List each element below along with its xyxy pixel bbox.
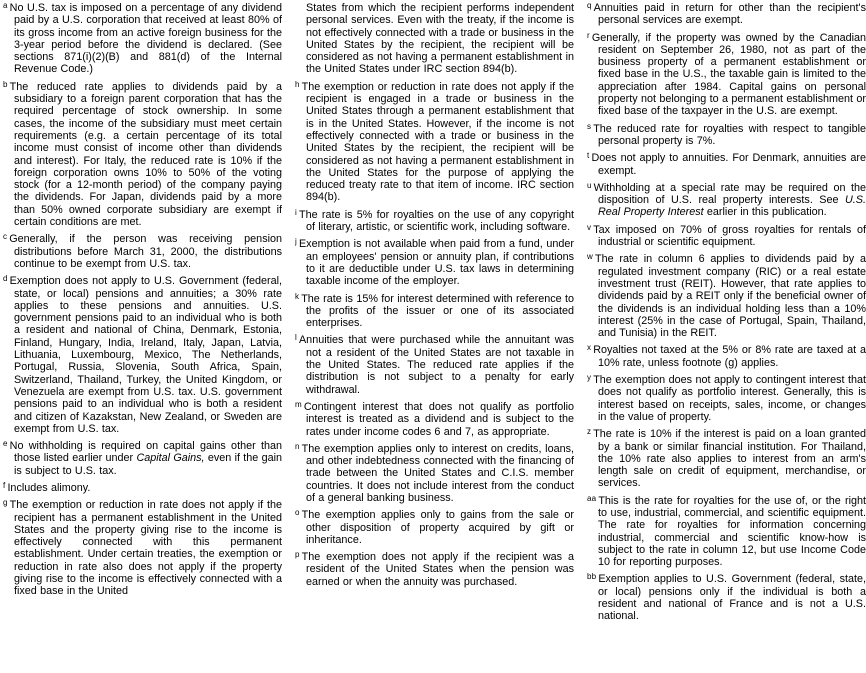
footnote-text: Royalties not taxed at the 5% or 8% rate are taxed at a 10% rate, unless footnote (g) applies. [593,344,866,369]
footnote-text: Tax imposed on 70% of gross royalties for rentals of industrial or scientific equipment. [593,223,866,249]
footnote-marker: m [295,399,302,409]
footnote-i [295,209,574,234]
footnote-text: Exemption is not available when paid from a fund, under an employees' pension or annuity plan, if contributions to it are deductible under U.S. tax laws in determining taxable income of the employer. [298,238,574,288]
footnote-text: The reduced rate for royalties with respect to tangible personal property is 7%. [593,122,866,147]
footnote-text: The exemption or reduction in rate does not apply if the recipient is engaged in a trade or business in the United States through a permanent establishment that is in the United States. However, if the income is not effectively connected with a trade or business in the United States by the recipient, the recipient will be considered as not having a permanent establishment in the United States for the purpose of applying the reduced treaty rate to that item of income. IRC section 894(b). [301,80,574,204]
footnote-text: The exemption applies only to gains from the sale or other disposition of property acquired by gift or inheritance. [301,509,574,546]
footnote-column-1 [3,2,282,673]
footnote-h [295,81,574,204]
footnote-text: Includes alimony. [7,481,91,494]
footnote-text: The rate in column 6 applies to dividends paid by a regulated investment company (RIC) or a real estate investment trust (REIT). However, that rate applies to dividends paid by a REIT only if the beneficial owner of the dividends is an individual holding less than a 10% interest (25% in the case of Portugal, Spain, Thailand, and Tunisia) in the REIT. [594,253,866,340]
footnote-marker: t [587,151,590,161]
footnote-column-3 [587,2,866,673]
footnote-marker: j [295,237,297,247]
footnote-marker: e [3,439,8,449]
footnote-marker: q [587,2,592,10]
footnote-text: The exemption or reduction in rate does not apply if the recipient has a permanent establishment in the United States and the property giving rise to the income is effectively connected with this permanent establishment. Under certain treaties, the exemption or reduction in rate also does not apply if the property giving rise to the income is effectively connected with a fixed base in the United [9,499,282,598]
footnote-marker: s [587,121,592,131]
footnote-marker: a [3,2,8,10]
footnote-text: Annuities that were purchased while the annuitant was not a resident of the United States are not taxable in the United States. The reduced rate applies if the distribution is not subject to a penalty for early withdrawal. [298,334,574,396]
footnote-text: earlier in this publication. [703,206,827,219]
footnote-j [295,238,574,287]
footnote-l [295,334,574,395]
footnote-text: The exemption does not apply if the recipient was a resident of the United States when the pension was earned or when the annuity was purchased. [301,551,574,588]
footnote-marker: x [587,343,592,353]
footnote-marker: l [295,333,297,343]
footnote-text: Annuities paid in return for other than the recipient's personal services are exempt. [593,2,866,27]
footnote-t [587,152,866,177]
footnote-marker: w [587,252,593,262]
footnote-marker: f [3,480,6,490]
footnote-marker: r [587,30,590,40]
footnote-k [295,293,574,330]
footnote-c [3,233,282,270]
footnote-text: U.S. Real Property Interest [598,194,866,219]
footnote-v [587,224,866,249]
footnote-text: No U.S. tax is imposed on a percentage of any dividend paid by a U.S. corporation that received at least 80% of its gross income from an active foreign business for the 3-year period before the dividend is declared. (See sections 871(i)(2)(B) and 881(d) of the Internal Revenue Code.) [9,2,282,76]
footnote-text: Generally, if the property was owned by the Canadian resident on September 26, 1980, not as part of the business property of a permanent establishment or fixed base in the U.S., the taxable gain is limited to the appreciation after 1984. Capital gains on personal property not belonging to a permanent establishment or fixed base of the taxpayer in the U.S. are exempt. [591,31,866,118]
footnote-marker: n [295,441,300,451]
footnote-text: This is the rate for royalties for the use of, or the right to use, industrial, commercial, and scientific equipment. The rate for royalties for information concerning industrial, commercial and scientific know-how is subject to the rate in column 12, but use Income Code 10 for reporting purposes. [598,494,866,569]
footnote-marker: u [587,180,592,190]
footnote-e [3,440,282,477]
footnote-marker: o [295,508,300,518]
footnote-r [587,32,866,118]
footnote-text: Contingent interest that does not qualify as portfolio interest is treated as a dividend and is subject to the rates under income codes 6 and 7, as appropriate. [303,400,574,438]
footnote-m [295,401,574,438]
footnote-n [295,443,574,504]
footnote-marker: p [295,550,300,560]
footnote-text: The reduced rate applies to dividends paid by a subsidiary to a foreign parent corporation that has the required percentage of stock ownership. In some cases, the income of the subsidiary must meet certain requirements (e.g. a certain percentage of its total income must consist of income other than dividends and interest). For Italy, the reduced rate is 10% if the foreign corporation owns 10% to 50% of the voting stock (for a 12-month period) of the company paying the dividends. For Japan, dividends paid by a more than 50% owned corporate subsidiary are exempt if certain conditions are met. [9,80,282,229]
footnote-text: The exemption applies only to interest on credits, loans, and other indebtedness connected with the financing of trade between the United States and C.I.S. member countries. It does not include interest from the conduct of a general banking business. [301,442,574,504]
footnote-x [587,344,866,369]
footnote-marker: i [295,207,297,217]
footnote-marker: c [3,232,8,242]
footnote-z [587,428,866,489]
footnote-marker: bb [587,572,597,582]
footnote-marker: k [295,291,300,301]
footnote-marker: v [587,222,592,232]
footnote-marker: aa [587,493,597,503]
footnote-q [587,2,866,27]
footnote-aa [587,495,866,569]
footnote-text: Exemption applies to U.S. Government (federal, state, or local) pensions only if the individual is both a resident and national of France and is not a U.S. national. [598,573,866,623]
footnote-marker: h [295,79,300,89]
footnote-marker: y [587,373,592,383]
footnote-marker: d [3,274,8,284]
footnote-marker: z [587,427,592,437]
footnote-f [3,482,282,494]
footnote-text: The exemption does not apply to contingent interest that does not qualify as portfolio interest. Generally, this is interest based on receipts, sales, income, or changes in the value of property. [593,374,866,423]
footnote-text: The rate is 10% if the interest is paid on a loan granted by a bank or similar financial institution. For Thailand, the 10% rate also applies to interest from an arm's length sale on credit of equipment, merchandise, or services. [593,428,866,490]
footnote-g [3,499,282,597]
footnote-continuation [295,2,574,76]
footnote-text: The rate is 15% for interest determined with reference to the profits of the issuer or one of its associated enterprises. [301,292,574,330]
footnote-o [295,509,574,546]
footnote-text: Exemption does not apply to U.S. Government (federal, state, or local) pensions and annuities; a 30% rate applies to these pensions and annuities. U.S. government pensions paid to an individual who is both a resident and national of China, Denmark, Estonia, Finland, Hungary, India, Ireland, Italy, Japan, Latvia, Lithuania, Luxembourg, Mexico, The Netherlands, Portugal, Russia, Slovenia, South Africa, Spain, Switzerland, Thailand, Turkey, the United Kingdom, or Venezuela are exempt from U.S. tax. U.S. government pensions paid to an individual who is both a resident and citizen of Kazakstan, New Zealand, or Sweden are exempt from U.S. tax. [9,275,282,435]
footnote-column-2 [295,2,574,673]
footnote-text: States from which the recipient performs independent personal services. Even with the treaty, if the income is not effectively connected with a trade or business in the United States by the recipient, the recipient will be considered as not having a permanent establishment in the United States under IRC section 894(b). [306,2,574,76]
footnote-bb [587,573,866,622]
footnote-a [3,2,282,76]
footnote-text: Capital Gains, [136,452,205,465]
footnote-u [587,182,866,219]
footnote-text: even if the gain is subject to U.S. tax. [14,452,282,477]
footnote-marker: g [3,498,8,508]
footnote-p [295,551,574,588]
footnote-text: No withholding is required on capital gains other than those listed earlier under [9,440,282,465]
footnote-s [587,123,866,148]
footnote-text: The rate is 5% for royalties on the use of any copyright of literary, artistic, or scientific work, including software. [298,208,574,234]
footnote-d [3,275,282,435]
footnote-text: Does not apply to annuities. For Denmark, annuities are exempt. [591,152,866,177]
footnote-b [3,81,282,229]
footnote-y [587,374,866,423]
footnote-w [587,253,866,339]
footnote-text: Withholding at a special rate may be required on the disposition of U.S. real property interests. See [593,181,866,207]
footnote-marker: b [3,79,8,89]
footnote-text: Generally, if the person was receiving pension distributions before March 31, 2000, the distributions continue to be exempt from U.S. tax. [9,233,282,270]
